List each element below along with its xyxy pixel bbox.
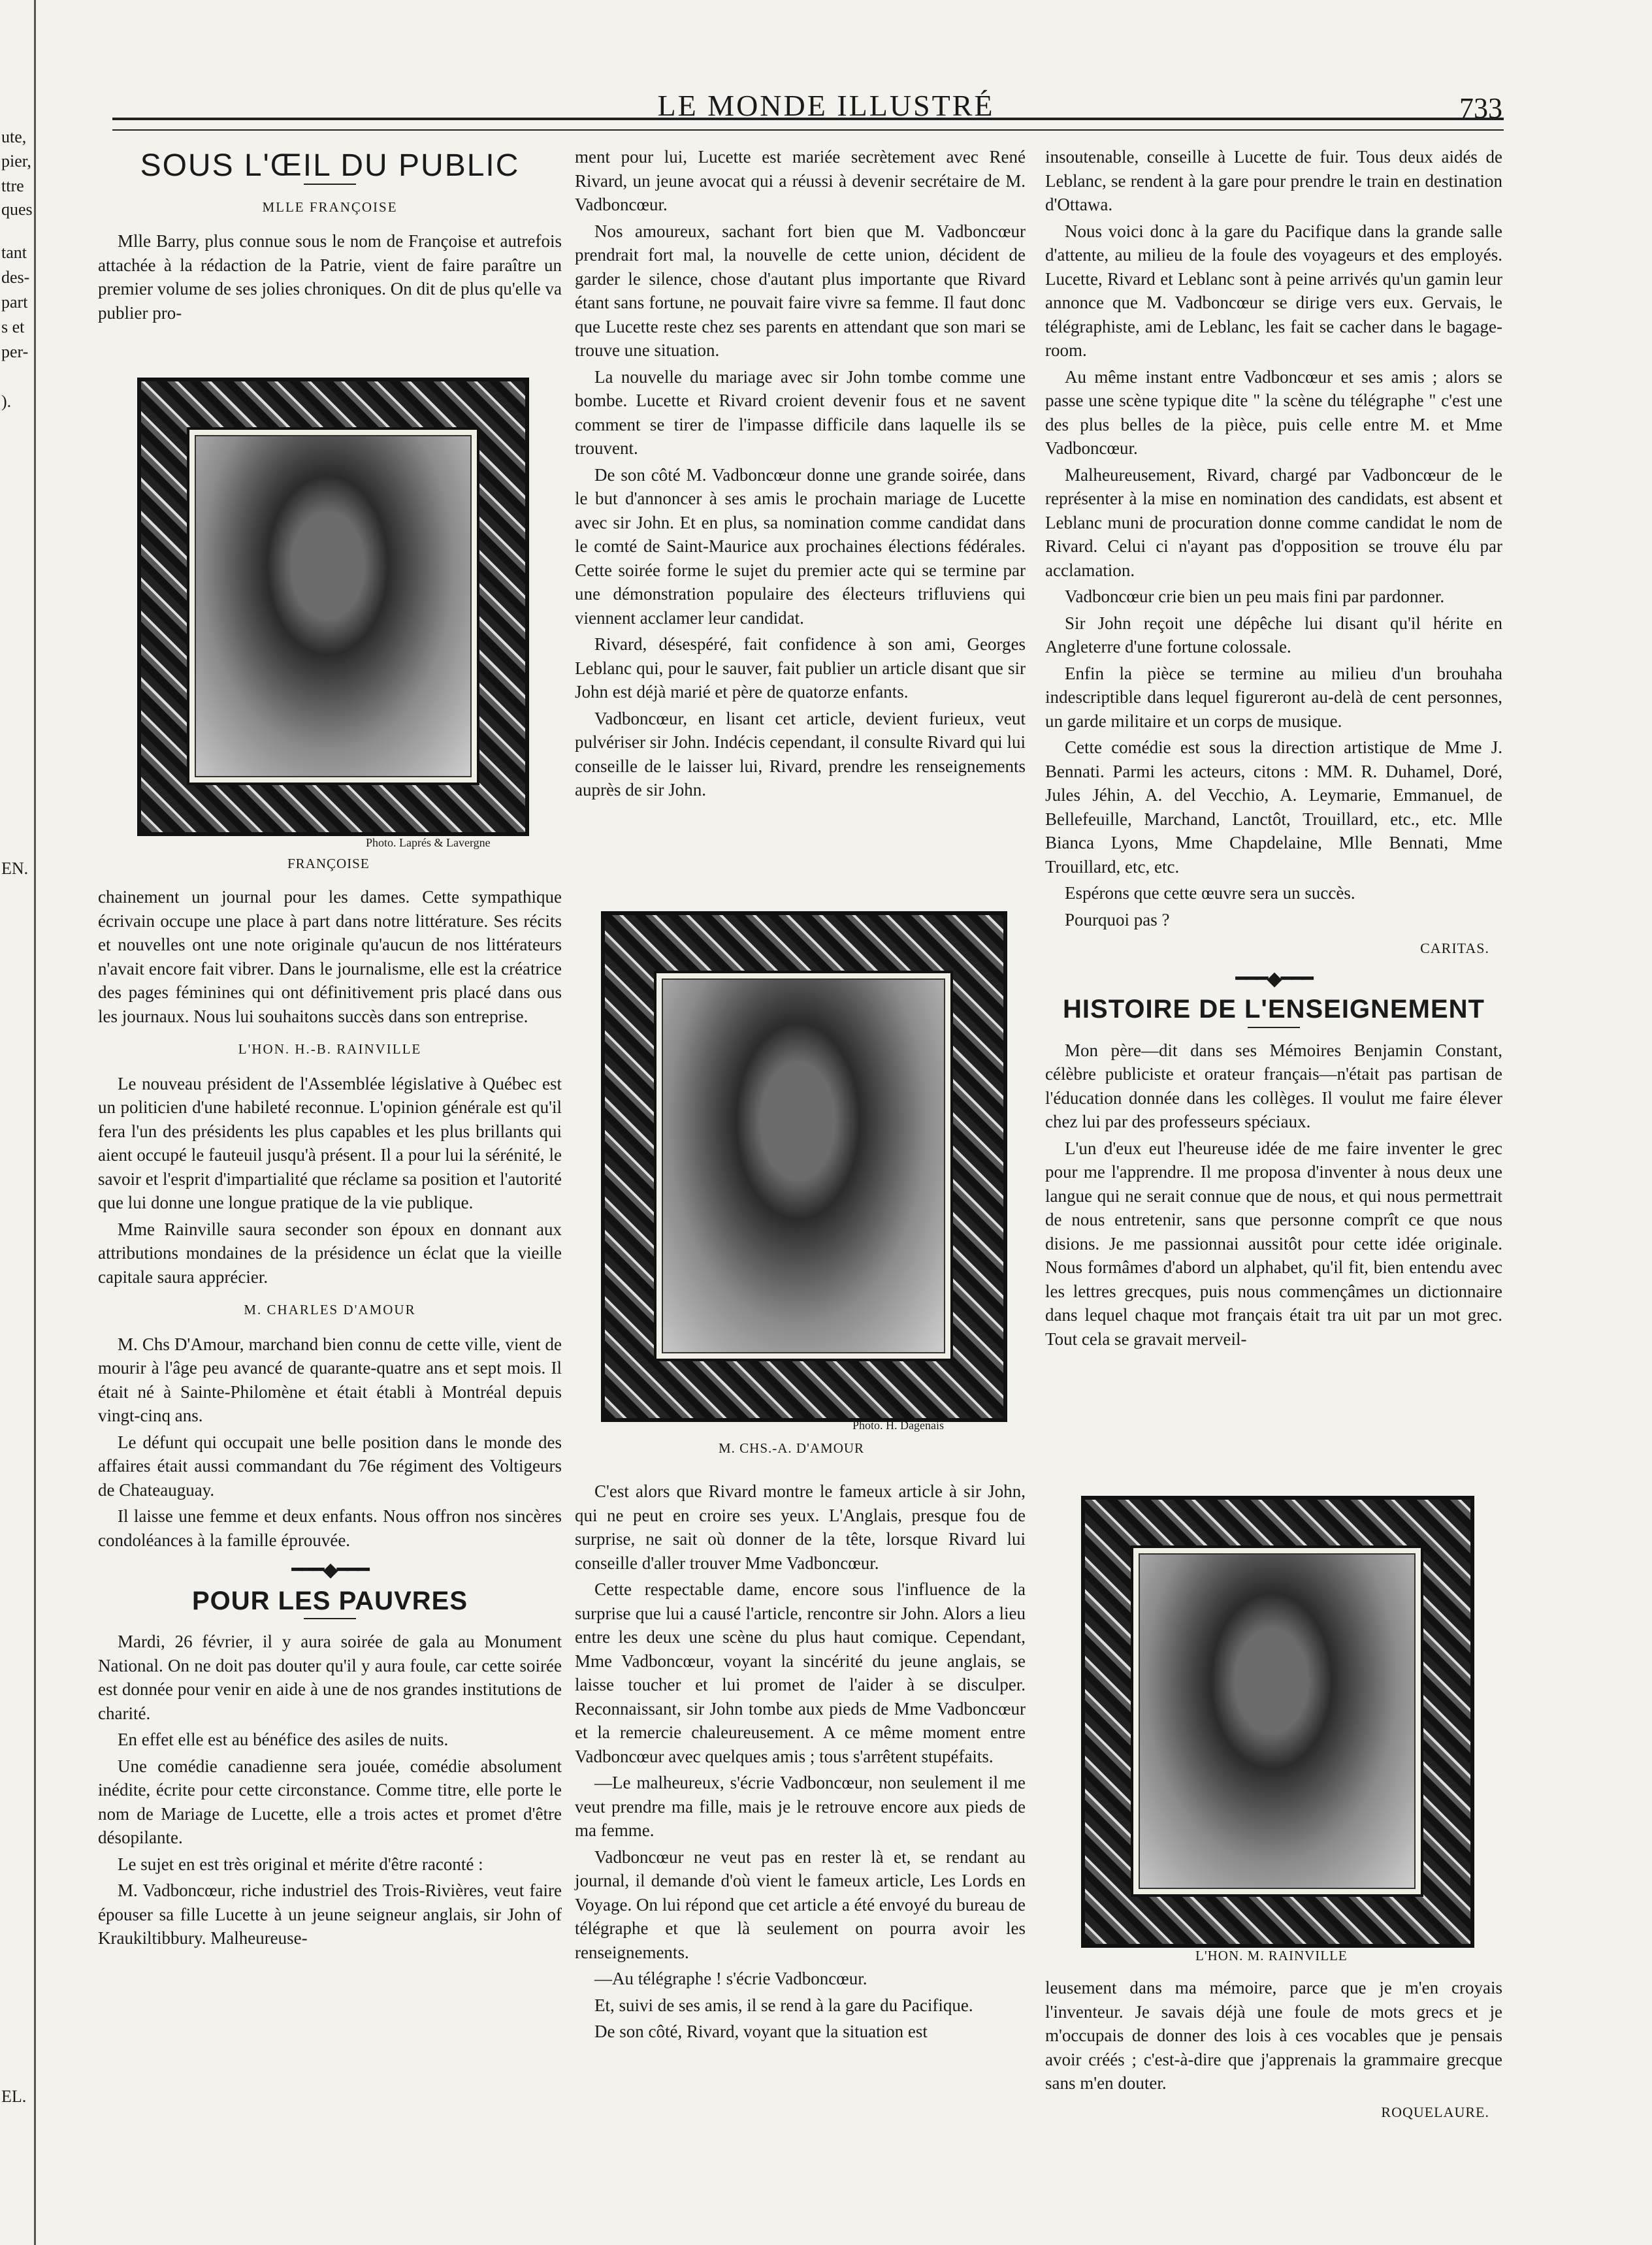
paragraph: —Le malheureux, s'écrie Vadboncœur, non seulement il me veut prendre ma fille, mais je le retrouve encore aux pieds de ma femme. bbox=[575, 1773, 1026, 1840]
margin-fragment: tant bbox=[1, 243, 27, 262]
paragraph: Le sujet en est très original et mérite d'être raconté : bbox=[118, 1854, 483, 1874]
column-2-bottom bbox=[575, 1479, 1026, 2046]
margin-fragment: per- bbox=[1, 342, 29, 361]
title-rule bbox=[304, 184, 356, 185]
paragraph: Le défunt qui occupait une belle position dans le monde des affaires était aussi commandant du 76e régiment des Voltigeurs de Chateauguay. bbox=[98, 1432, 562, 1500]
paragraph: De son côté M. Vadboncœur donne une grande soirée, dans le but d'annoncer à ses amis le prochain mariage de Lucette avec sir John. Et en plus, sa nomination comme candidat dans le comté de Saint-Maurice aux prochaines élections fédérales. Cette soirée forme le sujet du premier acte qui se termine par une démonstration populaire des électeurs trifluviens qui viennent acclamer leur candidat. bbox=[575, 464, 1026, 628]
paragraph: C'est alors que Rivard montre le fameux article à sir John, qui ne peut en croire ses yeux. L'Anglais, presque fou de surprise, ne sait où donner de la tête, lorsque Rivard lui conseille d'aller trouver Mme Vadboncœur. bbox=[575, 1481, 1026, 1573]
paragraph: Mardi, 26 février, il y aura soirée de gala au Monument National. On ne doit pas douter qu'il y aura foule, car cette soirée est donnée pour venir en aide à une de nos grandes institutions de charité. bbox=[98, 1632, 562, 1723]
portrait-photo bbox=[662, 978, 945, 1353]
signature: ROQUELAURE. bbox=[1381, 2103, 1489, 2120]
paragraph: Sir John reçoit une dépêche lui disant qu'il hérite en Angleterre d'une fortune colossale. bbox=[1045, 613, 1502, 656]
paragraph: ment pour lui, Lucette est mariée secrètement avec René Rivard, un jeune avocat qui a réussi à devenir secrétaire de M. Vadboncœur. bbox=[575, 147, 1026, 214]
running-title: LE MONDE ILLUSTRÉ bbox=[657, 89, 995, 122]
photo-credit: Photo. Laprés & Lavergne bbox=[366, 836, 491, 849]
paragraph: Une comédie canadienne sera jouée, comédie absolument inédite, écrite pour cette circonstance. Comme titre, elle porte le nom de Mariage de Lucette, elle a trois actes et promet d'être désopilante. bbox=[98, 1756, 562, 1847]
section-title: HISTOIRE DE L'ENSEIGNEMENT bbox=[1063, 995, 1485, 1024]
margin-fragment: s et bbox=[1, 317, 25, 336]
subheading: L'HON. H.-B. RAINVILLE bbox=[238, 1041, 422, 1057]
margin-fragment: EL. bbox=[1, 2087, 27, 2106]
portrait-photo bbox=[1139, 1553, 1416, 1889]
margin-fragment: pier, bbox=[1, 152, 31, 170]
paragraph: Espérons que cette œuvre sera un succès. bbox=[1065, 883, 1355, 903]
margin-fragment: ques bbox=[1, 200, 33, 219]
portrait-photo bbox=[195, 435, 472, 777]
page-number: 733 bbox=[1459, 92, 1502, 124]
paragraph: Au même instant entre Vadboncœur et ses amis ; alors se passe une scène typique dite " la scène du télégraphe " c'est une des plus belles de la pièce, puis celle entre M. et Mme Vadboncœur. bbox=[1045, 366, 1502, 458]
paragraph: Enfin la pièce se termine au milieu d'un brouhaha indescriptible dans lequel figureront au-delà de cent personnes, un garde militaire et un corps de musique. bbox=[1045, 663, 1502, 731]
margin-fragment: ttre bbox=[1, 176, 24, 195]
photo-credit: Photo. H. Dagenais bbox=[852, 1419, 944, 1432]
column-1-bottom bbox=[98, 885, 562, 1953]
paragraph: Vadboncœur, en lisant cet article, devient furieux, veut pulvériser sir John. Indécis cependant, il consulte Rivard qui lui conseille de le laisser lui, Rivard, prendre les renseignements auprès de sir John. bbox=[575, 708, 1026, 799]
paragraph: Mon père—dit dans ses Mémoires Benjamin Constant, célèbre publiciste et orateur français—n'était pas partisan de l'éducation donnée dans les collèges. Il voulut me faire élever chez lui par des professeurs spéciaux. bbox=[1045, 1040, 1502, 1131]
margin-fragment: part bbox=[1, 293, 28, 312]
subheading: M. CHARLES D'AMOUR bbox=[244, 1302, 416, 1317]
photo-caption: M. CHS.-A. D'AMOUR bbox=[719, 1440, 865, 1456]
paragraph: chainement un journal pour les dames. Cette sympathique écrivain occupe une place à part dans notre littérature. Ses récits et nouvelles ont une note originale qu'aucun de nos littérateurs n'avait encore fait vibrer. Dans le journalisme, elle est la créatrice des pages féminines qui ont définitivement pris placé dans ous les journaux. Nous lui souhaitons succès dans son entreprise. bbox=[98, 887, 562, 1026]
paragraph: La nouvelle du mariage avec sir John tombe comme une bombe. Lucette et Rivard croient devenir fous et ne savent comment se tirer de l'impasse difficile dans laquelle ils se trouvent. bbox=[575, 366, 1026, 458]
paragraph: En effet elle est au bénéfice des asiles de nuits. bbox=[118, 1730, 449, 1749]
photo-mat bbox=[654, 971, 953, 1361]
subheading: MLLE FRANÇOISE bbox=[262, 199, 398, 215]
column-2-top bbox=[575, 145, 1026, 805]
margin-fragment: ute, bbox=[1, 127, 27, 146]
paragraph: De son côté, Rivard, voyant que la situation est bbox=[594, 2022, 928, 2041]
left-margin-fragments bbox=[0, 0, 31, 2245]
portrait-frame-rainville bbox=[1081, 1496, 1474, 1948]
paragraph: Pourquoi pas ? bbox=[1065, 909, 1170, 929]
photo-mat bbox=[187, 427, 479, 785]
paragraph: Nos amoureux, sachant fort bien que M. Vadboncœur prendrait fort mal, la nouvelle de cette union, décident de garder le silence, chose d'autant plus importante que Rivard étant sans fortune, ne pouvait faire vivre sa femme. Il faut donc que Lucette reste chez ses parents en attendant que son mari se trouve une situation. bbox=[575, 221, 1026, 360]
paragraph: M. Vadboncœur, riche industriel des Trois-Rivières, veut faire épouser sa fille Lucette à un jeune seigneur anglais, sir John of Kraukiltibbury. Malheureuse- bbox=[98, 1881, 562, 1948]
column-3-bottom bbox=[1045, 1976, 1502, 2124]
section-title: SOUS L'ŒIL DU PUBLIC bbox=[140, 148, 520, 183]
paragraph: Cette respectable dame, encore sous l'influence de la surprise que lui a causé l'article, rencontre sir John. Alors a lieu entre les deux une scène du plus haut comique. Cependant, Mme Vadboncœur, voyant la sincérité du jeune anglais, se laisse toucher et lui promet de l'aider à se disculper. Reconnaissant, sir John tombe aux pieds de Mme Vadboncœur et la remercie chaleureusement. A ce même moment entre Vadboncœur avec quelques amis ; tous s'arrêtent stupéfaits. bbox=[575, 1579, 1026, 1766]
paragraph: M. Chs D'Amour, marchand bien connu de cette ville, vient de mourir à l'âge peu avancé de quarante-quatre ans et sept mois. Il était né à Sainte-Philomène et était établi à Montréal depuis vingt-cinq ans. bbox=[98, 1334, 562, 1425]
paragraph: Rivard, désespéré, fait confidence à son ami, Georges Leblanc qui, pour le sauver, fait publier un article disant que sir John est déjà marié et père de quatorze enfants. bbox=[575, 634, 1026, 702]
paragraph: Vadboncœur crie bien un peu mais fini par pardonner. bbox=[1065, 587, 1445, 606]
paragraph: Il laisse une femme et deux enfants. Nous offron nos sincères condoléances à la famille éprouvée. bbox=[98, 1506, 562, 1550]
margin-fragment: ). bbox=[1, 392, 12, 411]
photo-caption: FRANÇOISE bbox=[287, 856, 370, 871]
paragraph: —Au télégraphe ! s'écrie Vadboncœur. bbox=[594, 1969, 867, 1988]
section-title: POUR LES PAUVRES bbox=[192, 1586, 468, 1615]
section-ornament: ━━━◆━━━ bbox=[1235, 967, 1312, 990]
paragraph: Vadboncœur ne veut pas en rester là et, se rendant au journal, il demande d'où vient le fameux article, Les Lords en Voyage. On lui répond que cet article a été envoyé du bureau de télégraphe et que là seulement on pourra avoir les renseignements. bbox=[575, 1847, 1026, 1962]
title-rule bbox=[304, 1618, 356, 1619]
paragraph: Mme Rainville saura seconder son époux en donnant aux attributions mondaines de la présidence un éclat que la vieille capitale saura apprécier. bbox=[98, 1219, 562, 1287]
margin-fragment: des- bbox=[1, 268, 30, 287]
column-1-top bbox=[98, 150, 562, 327]
paragraph: L'un d'eux eut l'heureuse idée de me faire inventer le grec pour me l'apprendre. Il me proposa d'inventer à nous deux une langue qui ne serait connue que de nous, et qui nous permettrait de nous entretenir, sans que personne comprît ce que nous disions. Je me passionnai aussitôt pour cette idée originale. Nous formâmes d'abord un alphabet, qu'il fit, bien entendu avec les lettres grecques, puis nous commençâmes un dictionnaire dans lequel chaque mot français était tra uit par un mot grec. Tout cela se gravait merveil- bbox=[1045, 1138, 1502, 1349]
paragraph: Mlle Barry, plus connue sous le nom de Françoise et autrefois attachée à la rédaction de la Patrie, vient de faire paraître un premier volume de ses jolies chroniques. On dit de plus qu'elle va publier pro- bbox=[98, 231, 562, 323]
column-3-top bbox=[1045, 145, 1502, 1353]
paragraph: Cette comédie est sous la direction artistique de Mme J. Bennati. Parmi les acteurs, citons : MM. R. Duhamel, Doré, Jules Jéhin, A. del Vecchio, A. Leymarie, Emmanuel, de Bellefeuille, Marchand, Lanctôt, Trouillard, etc., etc. Mlle Bianca Lyons, Mme Chapdelaine, Mlle Bennati, Mme Trouillard, etc, etc. bbox=[1045, 737, 1502, 877]
paragraph: leusement dans ma mémoire, parce que je m'en croyais l'inventeur. Je savais déjà une foule de mots grecs et je m'occupais de donner des lois à ces vocables que je pensais avoir créés ; c'est-à-dire que j'apprenais la grammaire grecque sans m'en douter. bbox=[1045, 1978, 1502, 2093]
photo-caption: L'HON. M. RAINVILLE bbox=[1195, 1948, 1348, 1963]
paragraph: Nous voici donc à la gare du Pacifique dans la grande salle d'attente, au milieu de la foule des voyageurs et des employés. Lucette, Rivard et Leblanc sont à peine arrivés qu'un gamin leur annonce que M. Vadboncœur se dirige vers eux. Gervais, le télégraphiste, ami de Leblanc, les fait se cacher dans le bagage-room. bbox=[1045, 221, 1502, 360]
paragraph: insoutenable, conseille à Lucette de fuir. Tous deux aidés de Leblanc, se rendent à la gare pour prendre le train en destination d'Ottawa. bbox=[1045, 147, 1502, 214]
photo-mat bbox=[1131, 1545, 1423, 1897]
header-rule-bottom bbox=[112, 129, 1504, 131]
margin-fragment: EN. bbox=[1, 859, 29, 878]
paragraph: Malheureusement, Rivard, chargé par Vadboncœur de le représenter à la mise en nomination des candidats, est absent et Leblanc muni de procuration donne comme candidat le nom de Rivard. Celui ci n'ayant pas d'opposition se trouve élu par acclamation. bbox=[1045, 464, 1502, 580]
paragraph: Le nouveau président de l'Assemblée législative à Québec est un politicien d'une habileté reconnue. L'opinion générale est qu'il fera l'un des présidents les plus capables et les plus brillants qui aient occupé le fauteuil jusqu'à présent. Il a pour lui la sérénité, le savoir et l'esprit d'impartialité que réclame sa position et l'autorité que lui donne une longue pratique de la vie publique. bbox=[98, 1073, 562, 1212]
binding-edge bbox=[34, 0, 36, 2245]
title-rule bbox=[1248, 1027, 1300, 1028]
section-ornament: ━━━◆━━━ bbox=[291, 1559, 368, 1581]
portrait-frame-francoise bbox=[137, 378, 529, 836]
portrait-frame-damour bbox=[601, 911, 1007, 1422]
paragraph: Et, suivi de ses amis, il se rend à la gare du Pacifique. bbox=[594, 1995, 973, 2015]
signature: CARITAS. bbox=[1420, 940, 1489, 956]
